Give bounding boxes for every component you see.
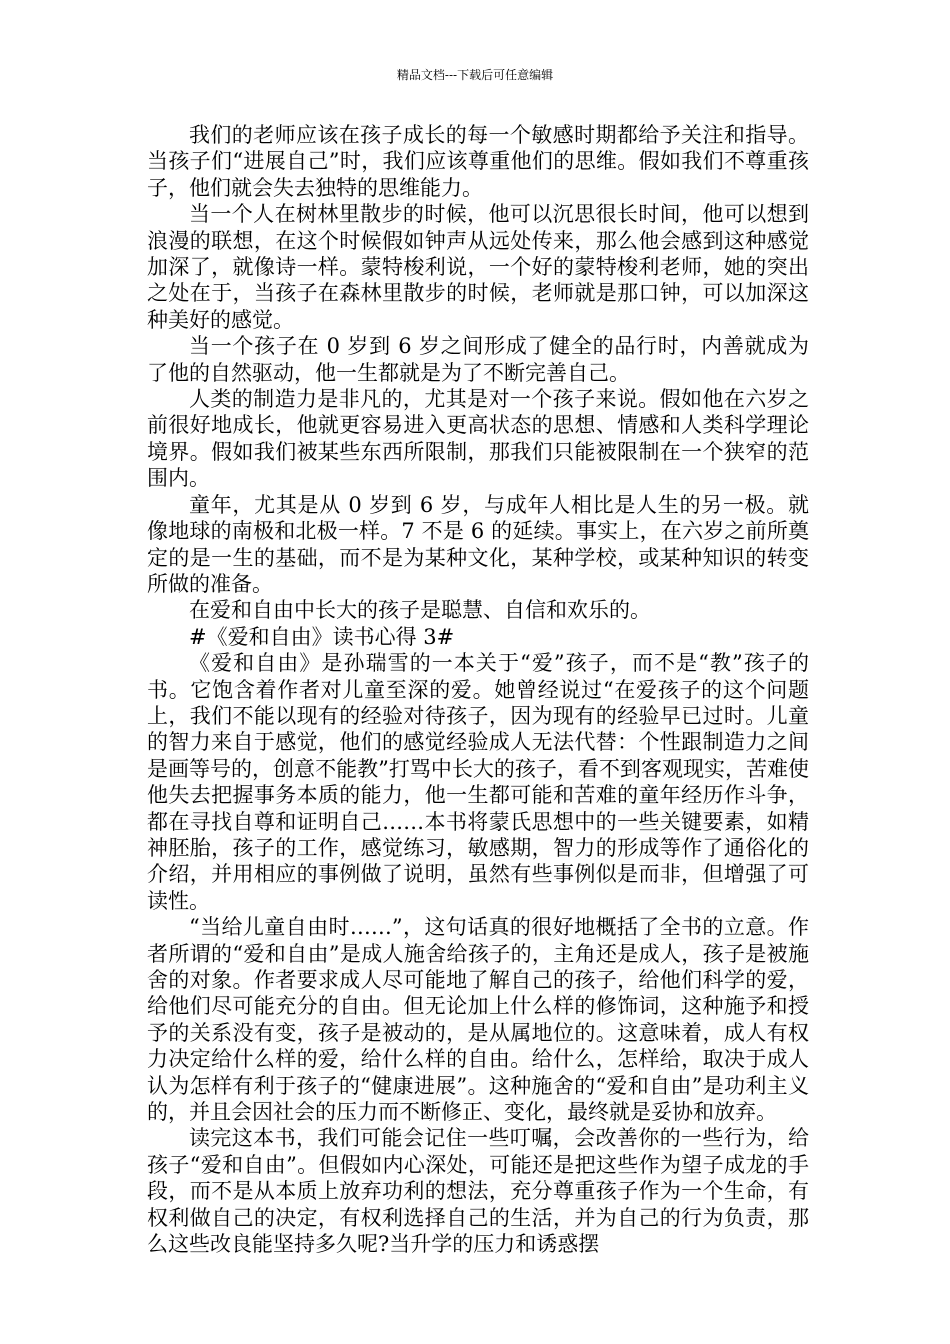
paragraph: 当一个人在树林里散步的时候，他可以沉思很长时间，他可以想到浪漫的联想，在这个时候假如钟声从远处传来，那么他会感到这种感觉加深了，就像诗一样。蒙特梭利说，一个好的蒙特梭利老师，她的突出之处在于，当孩子在森林里散步的时候，老师就是那口钟，可以加深这种美好的感觉。 [147, 202, 809, 332]
paragraph: 在爱和自由中长大的孩子是聪慧、自信和欢乐的。 [189, 598, 651, 623]
paragraph: 当一个孩子在 0 岁到 6 岁之间形成了健全的品行时，内善就成为了他的自然驱动，他一生都就是为了不断完善自己。 [147, 334, 809, 385]
paragraph: “当给儿童自由时……”，这句话真的很好地概括了全书的立意。作者所谓的“爱和自由”是成人施舍给孩子的，主角还是成人，孩子是被施舍的对象。作者要求成人尽可能地了解自己的孩子，给他们科学的爱，给他们尽可能充分的自由。但无论加上什么样的修饰词，这种施予和授予的关系没有变，孩子是被动的，是从属地位的。这意味着，成人有权力决定给什么样的爱，给什么样的自由。给什么，怎样给，取决于成人认为怎样有利于孩子的“健康进展”。这种施舍的“爱和自由”是功利主义的，并且会因社会的压力而不断修正、变化，最终就是妥协和放弃。 [147, 915, 809, 1125]
paragraph: 我们的老师应该在孩子成长的每一个敏感时期都给予关注和指导。当孩子们“进展自己”时，我们应该尊重他们的思维。假如我们不尊重孩子，他们就会失去独特的思维能力。 [147, 123, 809, 200]
paragraph: 读完这本书，我们可能会记住一些叮嘱，会改善你的一些行为，给孩子“爱和自由”。但假如内心深处，可能还是把这些作为望子成龙的手段，而不是从本质上放弃功利的想法，充分尊重孩子作为一个生命，有权利做自己的决定，有权利选择自己的生活，并为自己的行为负责，那么这些改良能坚持多久呢?当升学的压力和诱惑摆 [147, 1126, 809, 1257]
section-heading: #《爱和自由》读书心得 3# [189, 624, 455, 649]
paragraph: 童年，尤其是从 0 岁到 6 岁，与成年人相比是人生的另一极。就像地球的南极和北极一样。7 不是 6 的延续。事实上，在六岁之前所奠定的是一生的基础，而不是为某种文化，某种学校，或某种知识的转变所做的准备。 [147, 492, 809, 596]
paragraph: 人类的制造力是非凡的，尤其是对一个孩子来说。假如他在六岁之前很好地成长，他就更容易进入更高状态的思想、情感和人类科学理论境界。假如我们被某些东西所限制，那我们只能被限制在一个狭窄的范围内。 [147, 387, 809, 491]
document-body [147, 122, 809, 1257]
page-header: 精品文档---下载后可任意编辑 [396, 68, 554, 82]
paragraph: 《爱和自由》是孙瑞雪的一本关于“爱”孩子，而不是“教”孩子的书。它饱含着作者对儿童至深的爱。她曾经说过“在爱孩子的这个问题上，我们不能以现有的经验对待孩子，因为现有的经验早已过时。儿童的智力来自于感觉，他们的感觉经验成人无法代替：个性跟制造力之间是画等号的，创意不能教”打骂中长大的孩子，看不到客观现实，苦难使他失去把握事务本质的能力，他一生都可能和苦难的童年经历作斗争，都在寻找自尊和证明自己……本书将蒙氏思想中的一些关键要素，如精神胚胎，孩子的工作，感觉练习，敏感期，智力的形成等作了通俗化的介绍，并用相应的事例做了说明，虽然有些事例似是而非，但增强了可读性。 [147, 651, 809, 913]
